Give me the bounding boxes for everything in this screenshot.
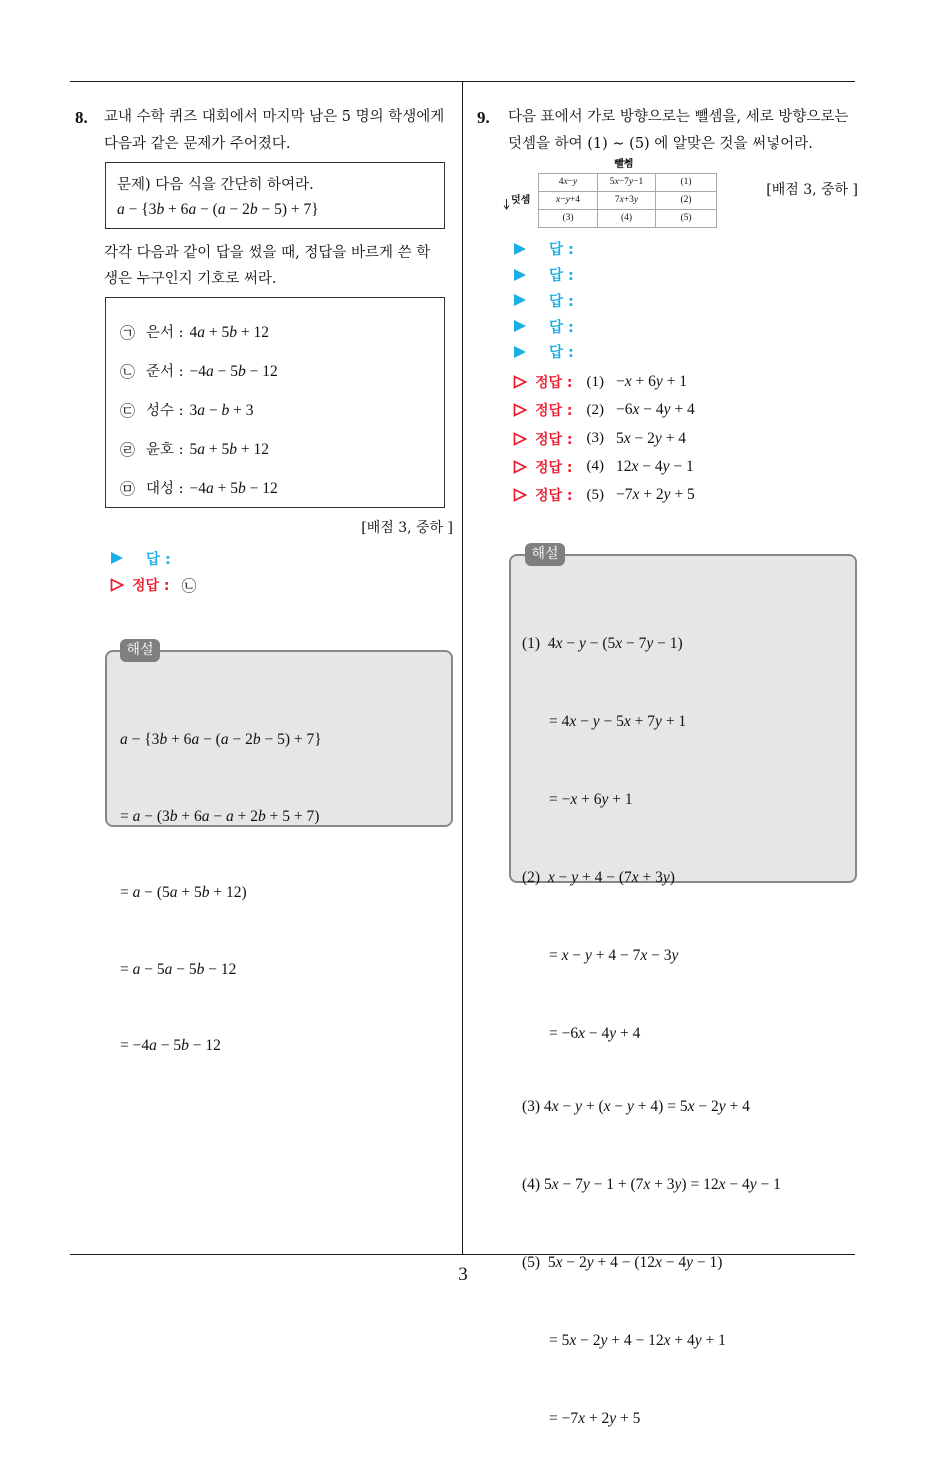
- student-answer: −4a + 5b − 12: [189, 480, 278, 497]
- table-row: [539, 192, 717, 210]
- student-name: 성수 :: [146, 403, 184, 419]
- outline-triangle-right-icon: [513, 403, 527, 417]
- explanation-line: = a − 5a − 5b − 12: [120, 960, 237, 978]
- answer-number: (2): [586, 401, 605, 418]
- table-cell: 4x−y: [539, 174, 598, 192]
- operation-table: [538, 173, 717, 228]
- score-tag: [배점 3, 중하 ]: [766, 182, 858, 198]
- answer-number: (3): [586, 430, 605, 447]
- student-name: 준서 :: [146, 364, 184, 380]
- explanation-tab: 해설: [120, 639, 160, 662]
- correct-answer-rows: [513, 368, 695, 509]
- explanation-line: = a − (5a + 5b + 12): [120, 884, 247, 901]
- explanation-line: = a − (3b + 6a − a + 2b + 5 + 7): [120, 807, 320, 825]
- choice-symbol: ㉡: [120, 363, 136, 381]
- filled-triangle-right-icon: [513, 268, 527, 282]
- outline-triangle-right-icon: [513, 375, 527, 389]
- answer-row: [513, 313, 574, 339]
- table-row: [539, 210, 717, 228]
- correct-answer-label: 정답 :: [535, 403, 573, 420]
- outline-triangle-right-icon: [110, 578, 124, 592]
- explanation-line: = x − y + 4 − 7x − 3y: [549, 947, 679, 964]
- choice-item: [120, 362, 278, 401]
- table-cell: x−y+4: [539, 192, 598, 210]
- correct-answer-value: −x + 6y + 1: [616, 373, 688, 391]
- table-cell: (1): [656, 174, 717, 192]
- question-line: 생은 누구인지 기호로 써라.: [104, 271, 277, 287]
- student-answer: −4a − 5b − 12: [189, 363, 278, 380]
- answer-label: 답 :: [549, 242, 574, 259]
- question-line: 각각 다음과 같이 답을 썼을 때, 정답을 바르게 쓴 학: [104, 245, 431, 261]
- choice-item: [120, 440, 278, 479]
- answer-row: [513, 262, 574, 288]
- choice-item: [120, 401, 278, 440]
- correct-answer-row: [513, 396, 695, 424]
- explanation-line: a − {3b + 6a − (a − 2b − 5) + 7}: [120, 731, 322, 748]
- choice-item: [120, 323, 278, 362]
- correct-answer-label: 정답 :: [535, 375, 573, 392]
- student-name: 은서 :: [146, 325, 184, 341]
- answer-label: 답 :: [146, 551, 171, 568]
- answer-number: (4): [586, 458, 605, 475]
- problem-expression: a − {3b + 6a − (a − 2b − 5) + 7}: [117, 201, 319, 218]
- correct-answer-value: 5x − 2y + 4: [616, 429, 687, 447]
- student-answer: 4a + 5b + 12: [189, 324, 270, 341]
- explanation-line: (1) 4x − y − (5x − 7y − 1): [522, 635, 683, 652]
- prompt-line: 다음 표에서 가로 방향으로는 뺄셈을, 세로 방향으로는: [508, 109, 849, 125]
- choices-box: [105, 297, 445, 508]
- table-cell: (5): [656, 210, 717, 228]
- correct-answer-value: 12x − 4y − 1: [616, 457, 694, 475]
- answer-number: (1): [586, 373, 605, 390]
- student-answer: 5a + 5b + 12: [189, 441, 270, 458]
- outline-triangle-right-icon: [513, 460, 527, 474]
- explanation-tab: 해설: [525, 543, 565, 566]
- table-column-label: 뺄셈: [614, 159, 634, 170]
- table-row: [539, 174, 717, 192]
- correct-answer-label: 정답 :: [535, 459, 573, 476]
- prompt-line: 다음과 같은 문제가 주어졌다.: [104, 136, 291, 152]
- answer-rows: [513, 236, 574, 365]
- problem-title: 문제) 다음 식을 간단히 하여라.: [117, 177, 314, 193]
- answer-row: [513, 339, 574, 365]
- explanation-line: = −6x − 4y + 4: [549, 1025, 641, 1042]
- choice-symbol: ㉢: [120, 402, 136, 420]
- question-text: [104, 240, 430, 292]
- filled-triangle-right-icon: [513, 242, 527, 256]
- answer-label: 답 :: [549, 345, 574, 362]
- table-cell: (4): [598, 210, 656, 228]
- page-number: 3: [458, 1264, 468, 1285]
- explanation-box: [105, 650, 453, 1054]
- filled-triangle-right-icon: [513, 345, 527, 359]
- explanation-line: (2) x − y + 4 − (7x + 3y): [522, 869, 675, 886]
- explanation-line: = −x + 6y + 1: [549, 791, 633, 808]
- explanation-line: = 4x − y − 5x + 7y + 1: [549, 713, 687, 730]
- question-number: 8.: [75, 108, 88, 127]
- table-cell: 7x+3y: [598, 192, 656, 210]
- answer-row: [513, 236, 574, 262]
- outline-triangle-right-icon: [513, 488, 527, 502]
- problem-box: [105, 162, 445, 229]
- question-number: 9.: [477, 108, 490, 127]
- choice-list: [120, 323, 278, 518]
- outline-triangle-right-icon: [513, 432, 527, 446]
- correct-answer-value: −6x − 4y + 4: [616, 401, 695, 419]
- correct-answer-row: [513, 368, 695, 396]
- correct-answer-label: 정답 :: [535, 431, 573, 448]
- question-prompt: [508, 104, 848, 158]
- correct-answer-value: ㉡: [181, 576, 197, 595]
- filled-triangle-right-icon: [110, 551, 124, 565]
- answer-label: 답 :: [549, 319, 574, 336]
- correct-answer-label: 정답 :: [535, 488, 573, 505]
- student-name: 윤호 :: [146, 442, 184, 458]
- explanation-box: [509, 554, 857, 1427]
- question-prompt: [104, 104, 444, 158]
- correct-answer-row: [513, 481, 695, 509]
- correct-answer-row: [513, 425, 695, 453]
- answer-label: 답 :: [549, 293, 574, 310]
- score-tag: [배점 3, 중하 ]: [361, 520, 453, 536]
- answer-number: (5): [586, 486, 605, 503]
- table-cell: (3): [539, 210, 598, 228]
- explanation-line: (3) 4x − y + (x − y + 4) = 5x − 2y + 4: [522, 1098, 750, 1115]
- correct-answer-row: [513, 453, 695, 481]
- column-divider: [462, 82, 463, 1255]
- explanation-line: = 5x − 2y + 4 − 12x + 4y + 1: [549, 1332, 726, 1349]
- choice-item: [120, 479, 278, 518]
- prompt-line: 덧셈을 하여 (1) ∼ (5) 에 알맞은 것을 써넣어라.: [508, 136, 813, 152]
- answer-label: 답 :: [549, 268, 574, 285]
- choice-symbol: ㉤: [120, 480, 136, 498]
- explanation-lines: [120, 676, 322, 1110]
- table-row-label: 덧셈: [511, 195, 531, 206]
- answer-row: [110, 548, 171, 568]
- explanation-line: = −4a − 5b − 12: [120, 1037, 221, 1054]
- prompt-line: 교내 수학 퀴즈 대회에서 마지막 남은 5 명의 학생에게: [104, 109, 445, 125]
- correct-answer-row: [110, 575, 197, 595]
- explanation-lines: [522, 579, 781, 1484]
- student-answer: 3a − b + 3: [189, 402, 254, 419]
- table-cell: (2): [656, 192, 717, 210]
- correct-answer-label: 정답 :: [132, 578, 170, 594]
- down-arrow-icon: [503, 195, 510, 214]
- student-name: 대성 :: [146, 481, 184, 497]
- explanation-line: (4) 5x − 7y − 1 + (7x + 3y) = 12x − 4y − 1: [522, 1176, 781, 1193]
- explanation-line: = −7x + 2y + 5: [549, 1410, 641, 1427]
- answer-row: [513, 288, 574, 314]
- choice-symbol: ㉣: [120, 441, 136, 459]
- explanation-line: (5) 5x − 2y + 4 − (12x − 4y − 1): [522, 1254, 723, 1271]
- filled-triangle-right-icon: [513, 319, 527, 333]
- filled-triangle-right-icon: [513, 293, 527, 307]
- table-cell: 5x−7y−1: [598, 174, 656, 192]
- choice-symbol: ㉠: [120, 324, 136, 342]
- correct-answer-value: −7x + 2y + 5: [616, 486, 695, 504]
